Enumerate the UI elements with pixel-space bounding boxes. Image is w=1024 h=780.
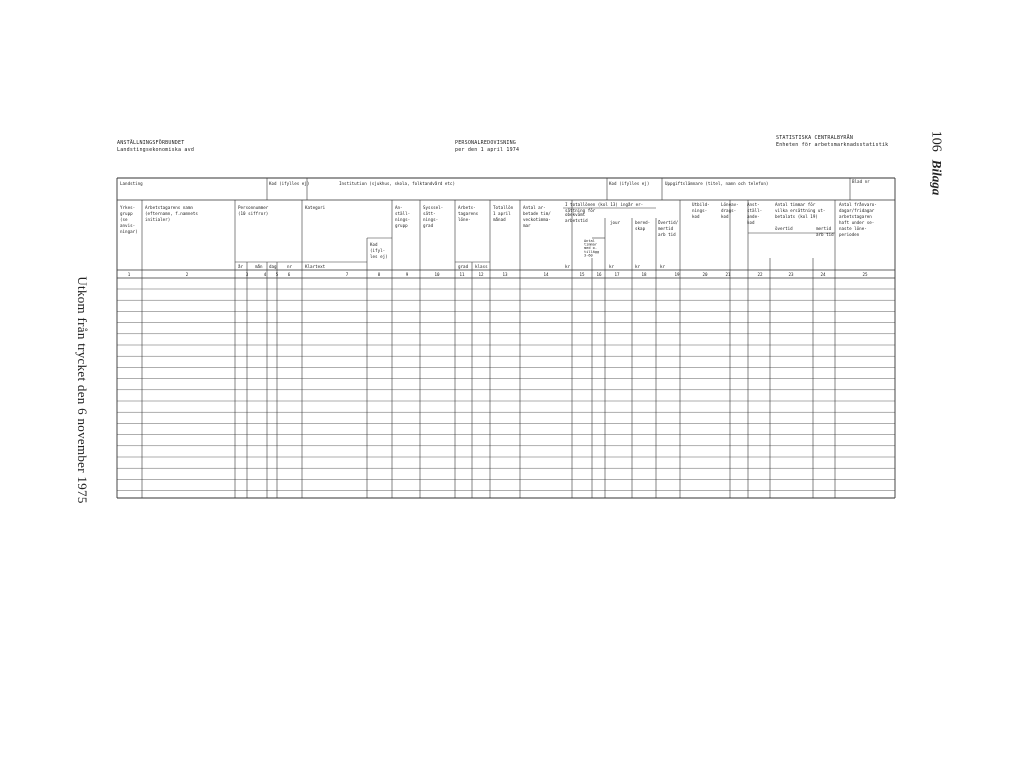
header-utbildningskod: kod: [692, 214, 700, 219]
header-kr: kr: [660, 264, 666, 269]
column-number: 4: [263, 272, 267, 277]
header-antal-timmar-ersattning: vilka ersättning ut-: [775, 208, 826, 213]
column-number: 19: [674, 272, 680, 277]
header-antal-timmar: timmar: [584, 242, 597, 247]
form-grid: [117, 178, 895, 498]
column-number: 14: [543, 272, 549, 277]
header-yrkesgrupp: grupp: [120, 211, 133, 216]
header-loneavdragskod: kod: [721, 214, 729, 219]
column-number: 5: [275, 272, 279, 277]
header-yrkesgrupp: ningar): [120, 229, 138, 234]
header-antal-timmar-ersattning: betalats (kol 19): [775, 214, 818, 219]
header-left: [117, 140, 194, 154]
label-blad-nr: Blad nr: [852, 179, 870, 184]
column-number: 7: [345, 272, 349, 277]
header-namn: initialer): [145, 217, 171, 222]
header-klass: klass: [475, 264, 488, 269]
header-right-line1: STATISTISKA CENTRALBYRÅN: [776, 135, 854, 141]
header-overtid: Övertid/: [658, 220, 679, 225]
header-beredskap: skap: [635, 226, 646, 231]
header-loneavdragskod: drags-: [721, 208, 737, 213]
personnel-form: [117, 178, 895, 498]
header-antal-timmar-ersattning: Antal timmar för: [775, 202, 816, 207]
header-grad: grad: [458, 264, 469, 269]
header-sysselsattningsgrad: grad: [423, 223, 434, 228]
column-number: 24: [820, 272, 826, 277]
header-jour: jour: [610, 220, 621, 225]
header-arbetade-timmar: veckotimma-: [523, 217, 551, 222]
header-overtid-sub: övertid: [775, 226, 793, 231]
header-antal-timmar: Antal: [584, 239, 595, 243]
header-yrkesgrupp: Yrkes-: [120, 205, 136, 210]
header-mertid-sub: mertid: [816, 226, 832, 231]
column-number: 18: [641, 272, 647, 277]
header-totallon: 1 april: [493, 211, 511, 216]
header-anstallandekod: ställ-: [747, 208, 763, 213]
header-franvarodagar: arbetstagaren: [839, 214, 872, 219]
column-number: 23: [788, 272, 794, 277]
label-institution: Institution (sjukhus, skola, folktandvård etc): [339, 181, 455, 186]
header-antal-timmar: 3-60: [584, 253, 593, 258]
header-kr: kr: [609, 264, 615, 269]
label-kod: Kod (ifylles ej): [269, 181, 310, 186]
header-kod-ifylles-ej: Kod: [370, 242, 378, 247]
header-lonegrad: Arbets-: [458, 205, 476, 210]
header-antal-timmar: tillägg: [584, 249, 600, 254]
column-number: 3: [245, 272, 249, 277]
header-beredskap: bered-: [635, 220, 651, 225]
header-totallon: månad: [493, 217, 506, 222]
header-mertid-sub: arb tid: [816, 232, 834, 237]
label-uppgiftslamnare: Uppgiftslämnare (titel, namn och telefon): [665, 181, 769, 186]
header-anstallandekod: kod: [747, 220, 755, 225]
header-obekvam-arbetstid: obekvämt: [565, 212, 586, 217]
header-center-line1: PERSONALREDOVISNING: [455, 140, 516, 146]
column-number: 25: [862, 272, 868, 277]
column-number: 11: [459, 272, 465, 277]
header-center: [455, 140, 519, 154]
printed-date-note: Utkom från trycket den 6 november 1975: [75, 276, 90, 504]
header-overtid: mertid: [658, 226, 674, 231]
page-marker: [928, 131, 945, 195]
header-sysselsattningsgrad: Sysssel-: [423, 205, 444, 210]
header-arbetade-timmar: Antal ar-: [523, 205, 546, 210]
header-sysselsattningsgrad: nings-: [423, 217, 439, 222]
header-left-line1: ANSTÄLLNINGSFÖRBUNDET: [117, 140, 185, 146]
header-yrkesgrupp: (se: [120, 217, 128, 222]
column-number: 15: [579, 272, 585, 277]
column-number: 10: [434, 272, 440, 277]
column-number: 21: [725, 272, 731, 277]
header-ersattning-for: sättning för: [565, 208, 596, 213]
header-antal-timmar: med o-: [584, 246, 597, 251]
header-obekvam-arbetstid: arbetstid: [565, 218, 588, 223]
header-right-line2: Enheten för arbetsmarknadsstatistik: [776, 142, 889, 148]
header-anstallningsgrupp: grupp: [395, 223, 408, 228]
header-franvarodagar: haft under se-: [839, 220, 875, 225]
header-utbildningskod: Utbild-: [692, 202, 710, 207]
header-klartext: Klartext: [305, 264, 326, 269]
header-personnummer-part: år: [238, 264, 244, 269]
header-kr: kr: [565, 264, 571, 269]
label-kod: Kod (ifylles ej): [609, 181, 650, 186]
header-center-line2: per den 1 april 1974: [455, 147, 520, 153]
header-arbetade-timmar: betade tim/: [523, 211, 551, 216]
appendix-label: Bilaga: [929, 159, 945, 196]
header-namn: Arbetstagarens namn: [145, 205, 193, 210]
header-arbetade-timmar: mar: [523, 223, 531, 228]
header-anstallningsgrupp: nings-: [395, 217, 411, 222]
column-number: 16: [596, 272, 602, 277]
header-personnummer: Personnummer: [238, 205, 269, 210]
header-sysselsattningsgrad: sätt-: [423, 211, 436, 216]
column-number: 8: [377, 272, 381, 277]
column-number: 2: [185, 272, 189, 277]
page-number: 106: [928, 130, 944, 152]
column-number: 9: [405, 272, 409, 277]
header-personnummer-part: dag: [269, 264, 277, 269]
header-loneavdragskod: Löneav-: [721, 202, 739, 207]
header-franvarodagar: dagar/fridagar: [839, 208, 875, 213]
header-anstallandekod: ande-: [747, 214, 760, 219]
label-landsting: Landsting: [120, 181, 143, 186]
header-personnummer-part: mån: [255, 264, 263, 269]
header-kategori: Kategori: [305, 205, 326, 210]
header-totallon: Totallön: [493, 205, 514, 210]
header-utbildningskod: nings-: [692, 208, 708, 213]
column-number: 6: [287, 272, 291, 277]
header-yrkesgrupp: anvis-: [120, 223, 136, 228]
header-personnummer: (10 siffror): [238, 211, 269, 216]
header-anstallningsgrupp: An-: [395, 205, 403, 210]
header-kr: kr: [635, 264, 641, 269]
header-ersattning-for: I totallönen (kol 13) ingår er-: [565, 202, 644, 207]
header-left-line2: Landstingsekonomiska avd: [117, 147, 195, 153]
column-number: 12: [478, 272, 484, 277]
header-right: [776, 135, 888, 149]
header-franvarodagar: perioden: [839, 232, 860, 237]
column-number: 1: [127, 272, 131, 277]
header-kod-ifylles-ej: les ej): [370, 254, 388, 259]
header-namn: (efternamn, f.namnets: [145, 211, 198, 216]
column-number: 13: [502, 272, 508, 277]
column-number: 22: [757, 272, 763, 277]
column-number: 17: [614, 272, 620, 277]
header-anstallandekod: Anst-: [747, 202, 760, 207]
header-franvarodagar: Antal frånvaro-: [839, 202, 877, 207]
header-kod-ifylles-ej: (ifyl-: [370, 248, 386, 253]
column-number: 20: [702, 272, 708, 277]
header-personnummer-part: nr: [287, 264, 293, 269]
header-overtid: arb tid: [658, 232, 676, 237]
header-lonegrad: tagarens: [458, 211, 479, 216]
header-franvarodagar: naste löne-: [839, 226, 867, 231]
header-lonegrad: löne-: [458, 217, 471, 222]
header-anstallningsgrupp: ställ-: [395, 211, 411, 216]
